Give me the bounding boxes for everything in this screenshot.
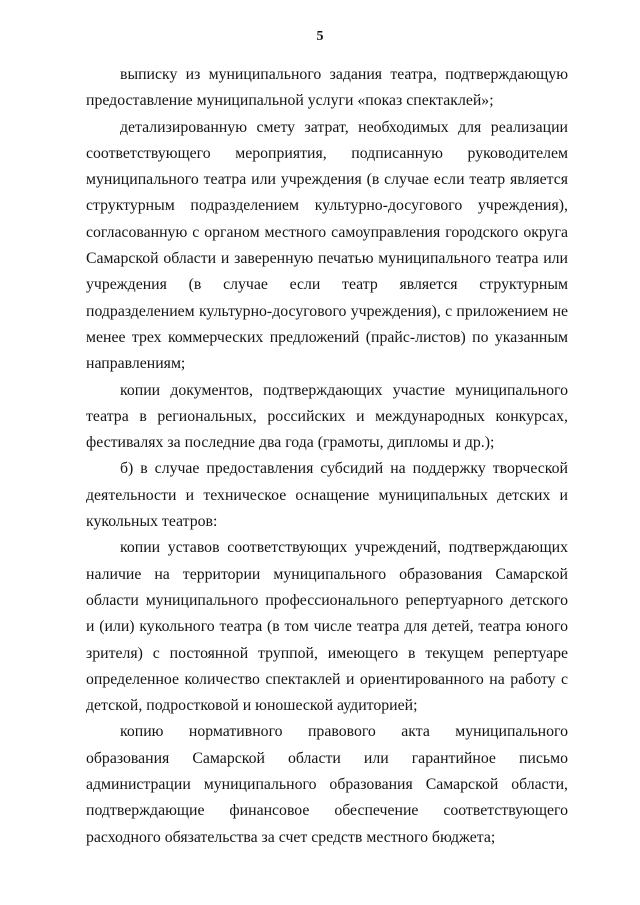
- page-number: 5: [316, 29, 324, 44]
- paragraph-extract-municipal-task: выписку из муниципального задания театра, подтверждающую предоставление муниципальной услуги «показ спектаклей»;: [86, 66, 568, 110]
- paragraph-detailed-cost-estimate: детализированную смету затрат, необходимых для реализации соответствующего мероприятия, подписанную руководителем муниципального театра или учреждения (в случае если театр является структурным подразделением культурно-досугового учреждения), согласованную с органом местного самоуправления городского округа Самарской области и заверенную печатью муниципального театра или учреждения (в случае если театр является структурным подразделением культурно-досугового учреждения), с приложением не менее трех коммерческих предложений (прайс-листов) по указанным направлениям;: [86, 118, 568, 373]
- document-body: [86, 62, 568, 851]
- paragraph-subsidy-children-theatres: б) в случае предоставления субсидий на поддержку творческой деятельности и техническое оснащение муниципальных детских и кукольных театров:: [86, 460, 568, 531]
- paragraph-participation-documents: копии документов, подтверждающих участие муниципального театра в региональных, российских и международных конкурсах, фестивалях за последние два года (грамоты, дипломы и др.);: [86, 381, 568, 452]
- paragraph-normative-act-copy: копию нормативного правового акта муниципального образования Самарской области или гарантийное письмо администрации муниципального образования Самарской области, подтверждающие финансовое обеспечение соответствующего расходного обязательства за счет средств местного бюджета;: [86, 723, 568, 846]
- paragraph-charter-copies: копии уставов соответствующих учреждений, подтверждающих наличие на территории муниципального образования Самарской области муниципального профессионального репертуарного детского и (или) кукольного театра (в том числе театра для детей, театра юного зрителя) с постоянной труппой, имеющего в текущем репертуаре определенное количество спектаклей и ориентированного на работу с детской, подростковой и юношеской аудиторией;: [86, 539, 568, 715]
